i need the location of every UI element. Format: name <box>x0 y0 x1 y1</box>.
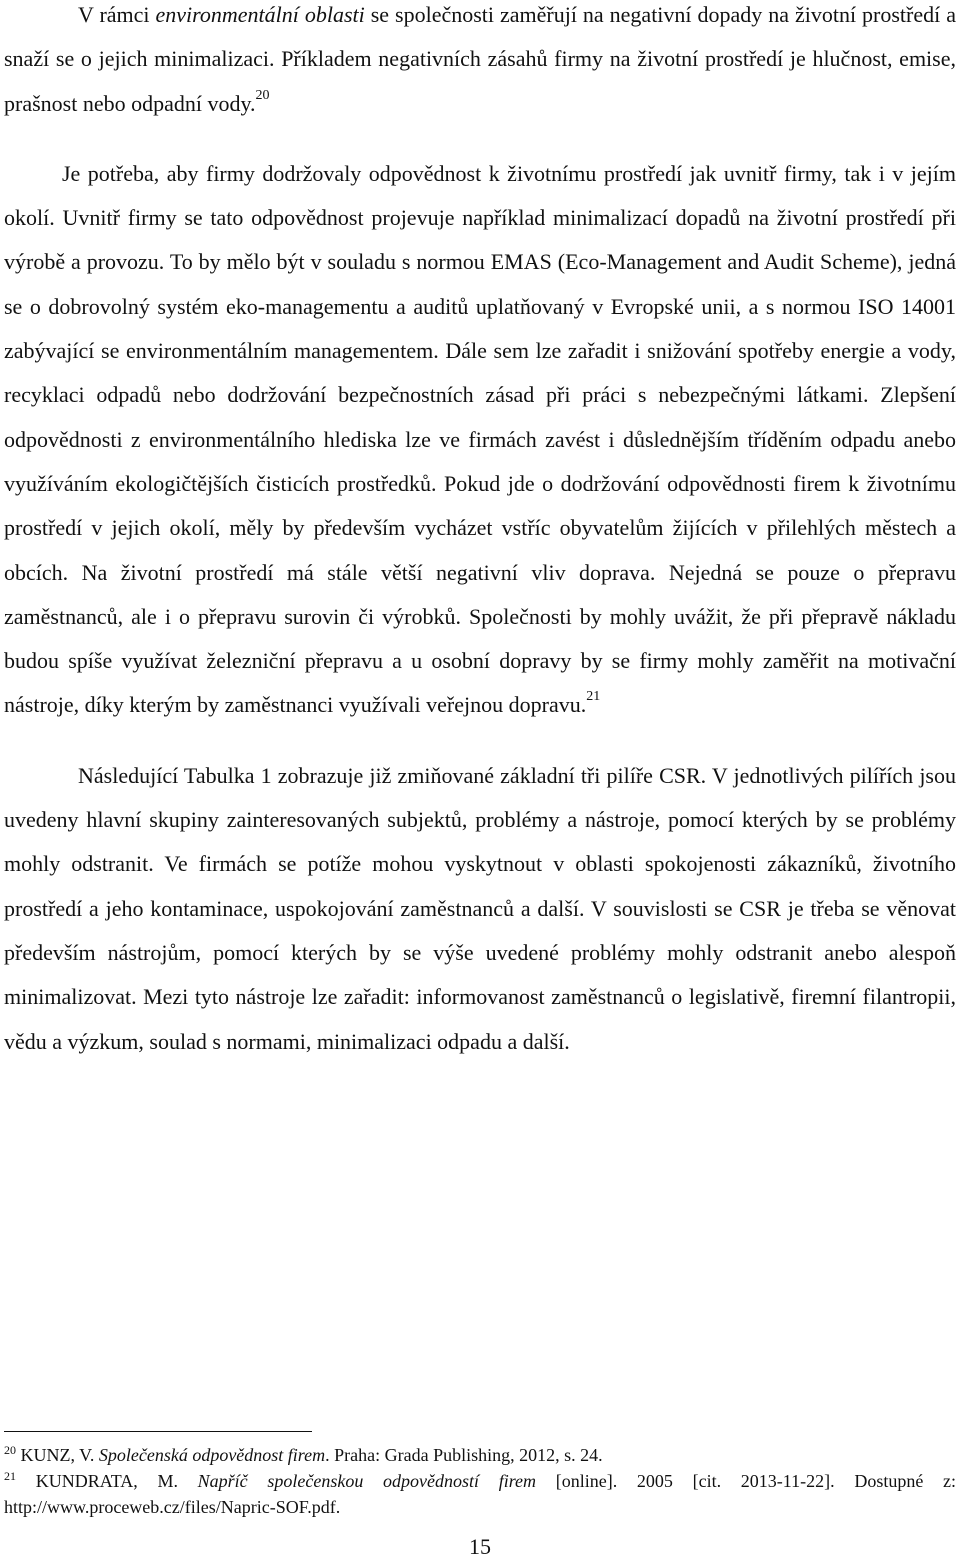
paragraph1-emphasis: environmentální oblasti <box>155 2 365 27</box>
footnote-author: KUNDRATA, M. <box>35 1471 198 1491</box>
footnote-rest: . Praha: Grada Publishing, 2012, s. 24. <box>325 1445 603 1465</box>
footnote-ref-20[interactable]: 20 <box>255 87 270 103</box>
footnote-rest-with-link[interactable]: [online]. 2005 [cit. 2013-11-22]. Dostupné z: http://www.proceweb.cz/files/Napric-SOF.pdf. <box>4 1471 956 1517</box>
paragraph1-text: se společnosti zaměřují na negativní dopady na životní prostředí a snaží se o jejich minimalizaci. Příkladem negativních zásahů firmy na životní prostředí je hlučnost, emise, prašnost nebo odpadní vody. <box>4 2 956 116</box>
paragraph2-text: Je potřeba, aby firmy dodržovaly odpovědnost k životnímu prostředí jak uvnitř firmy, tak i v jejím okolí. Uvnitř firmy se tato odpovědnost projevuje například minimalizací dopadů na životní prostředí při výrobě a provozu. To by mělo být v souladu s normou EMAS (Eco-Management and Audit Scheme), jedná se o dobrovolný systém eko-managementu a auditů uplatňovaný v Evropské unii, a s normou ISO 14001 zabývající se environmentálním managementem. Dále sem lze zařadit i snižování spotřeby energie a vody, recyklaci odpadů nebo dodržování bezpečnostních zásad při práci s nebezpečnými látkami. Zlepšení odpovědnosti z environmentálního hlediska lze ve firmách zavést i důslednějším tříděním odpadu anebo využíváním ekologičtějších čisticích prostředků. Pokud jde o dodržování odpovědnosti firem k životnímu prostředí v jejich okolí, měly by především vycházet vstříc obyvatelům žijících v přilehlých městech a obcích. Na životní prostředí má stále větší negativní vliv doprava. Nejedná se pouze o přepravu zaměstnanců, ale i o přepravu surovin či výrobků. Společnosti by mohly uvážit, že při přepravě nákladu budou spíše využívat železniční přepravu a u osobní dopravy by se firmy mohly zaměřit na motivační nástroje, díky kterým by zaměstnanci využívali veřejnou dopravu. <box>4 160 956 718</box>
footnote-separator <box>4 1431 312 1432</box>
footnote-20 <box>4 1442 956 1468</box>
paragraph-responsibility <box>4 152 956 728</box>
body-text <box>4 0 956 1064</box>
footnote-ref-21[interactable]: 21 <box>586 689 601 705</box>
footnote-number: 21 <box>4 1469 16 1483</box>
page-number: 15 <box>469 1534 491 1559</box>
footnote-number: 20 <box>4 1443 16 1457</box>
footnotes <box>4 1442 956 1520</box>
paragraph3-text: Následující Tabulka 1 zobrazuje již zmiňované základní tři pilíře CSR. V jednotlivých pilířích jsou uvedeny hlavní skupiny zainteresovaných subjektů, problémy a nástroje, pomocí kterých by se problémy mohly odstranit. Ve firmách se potíže mohou vyskytnout v oblasti spokojenosti zákazníků, životního prostředí a jeho kontaminace, uspokojování zaměstnanců a další. V souvislosti se CSR je třeba se věnovat především nástrojům, pomocí kterých by se výše uvedené problémy mohly odstranit anebo alespoň minimalizovat. Mezi tyto nástroje lze zařadit: informovanost zaměstnanců o legislativě, firemní filantropii, vědu a výzkum, soulad s normami, minimalizaci odpadu a další. <box>4 762 956 1054</box>
paragraph1-lead: V rámci <box>78 2 156 27</box>
footnote-title: Společenská odpovědnost firem <box>98 1445 326 1465</box>
paragraph-table-intro <box>4 754 956 1064</box>
paragraph-environmental-area <box>4 0 956 126</box>
footnote-title: Napříč společenskou odpovědností firem <box>197 1471 537 1491</box>
footnote-author: KUNZ, V. <box>20 1445 99 1465</box>
footnote-21 <box>4 1468 956 1520</box>
